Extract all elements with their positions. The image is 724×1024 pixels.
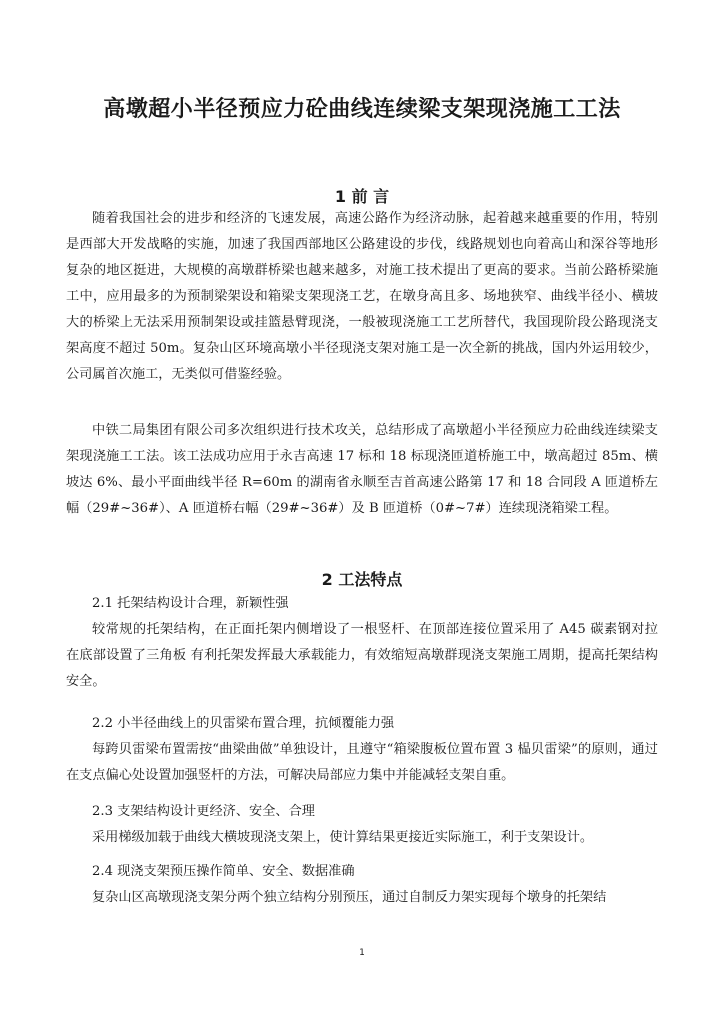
paragraph: 每跨贝雷梁布置需按“曲梁曲做”单独设计，且遵守“箱梁腹板位置布置 3 榀贝雷梁”的原则，通过在支点偏心处设置加强竖杆的方法，可解决局部应力集中并能减轻支架自重。 (66, 742, 658, 783)
paragraph: 较常规的托架结构，在正面托架内侧增设了一根竖杆、在顶部连接位置采用了 A45 碳素钢对拉 在底部设置了三角板 有利托架发挥最大承载能力，有效缩短高墩群现浇支架施工周期，提高托架结构安全。 (66, 622, 658, 689)
paragraph: 中铁二局集团有限公司多次组织进行技术攻关，总结形成了高墩超小半径预应力砼曲线连续梁支架现浇施工工法。该工法成功应用于永吉高速 17 标和 18 标现浇匝道桥施工中，墩高超过 85m、横坡达 6%、最小平面曲线半径 R=60m 的湖南省永顺至吉首高速公路第 17 和 18 合同段 A 匝道桥左幅（29#~36#）、A 匝道桥右幅（29#~36#）及 B 匝道桥（0#~7#）连续现浇箱梁工程。 (66, 423, 658, 516)
paragraph: 随着我国社会的进步和经济的飞速发展，高速公路作为经济动脉，起着越来越重要的作用，特别是西部大开发战略的实施，加速了我国西部地区公路建设的步伐，线路规划也向着高山和深谷等地形复杂的地区挺进，大规模的高墩群桥梁也越来越多，对施工技术提出了更高的要求。当前公路桥梁施工中，应用最多的为预制梁架设和箱梁支架现浇工艺，在墩身高且多、场地狭窄、曲线半径小、横坡大的桥梁上无法采用预制架设或挂篮悬臂现浇，一般被现浇施工工艺所替代，我国现阶段公路现浇支架高度不超过 50m。复杂山区环境高墩小半径现浇支架对施工是一次全新的挑战，国内外运用较少，公司属首次施工，无类似可借鉴经验。 (66, 211, 658, 382)
section-heading-preface: 1 前 言 (334, 187, 390, 206)
document-title: 高墩超小半径预应力砼曲线连续梁支架现浇施工工法 (103, 97, 621, 122)
paragraph: 复杂山区高墩现浇支架分两个独立结构分别预压，通过自制反力架实现每个墩身的托架结 (92, 890, 607, 905)
section-heading-features: 2 工法特点 (321, 570, 403, 589)
subsection-heading: 2.2 小半径曲线上的贝雷梁布置合理，抗倾覆能力强 (92, 716, 395, 731)
subsection-heading: 2.3 支架结构设计更经济、安全、合理 (92, 804, 315, 819)
subsection-heading: 2.4 现浇支架预压操作简单、安全、数据准确 (92, 864, 355, 879)
paragraph: 采用梯级加载于曲线大横坡现浇支架上，使计算结果更接近实际施工，利于支架设计。 (92, 830, 594, 845)
page-number: 1 (359, 948, 365, 958)
subsection-heading: 2.1 托架结构设计合理，新颖性强 (92, 596, 289, 611)
